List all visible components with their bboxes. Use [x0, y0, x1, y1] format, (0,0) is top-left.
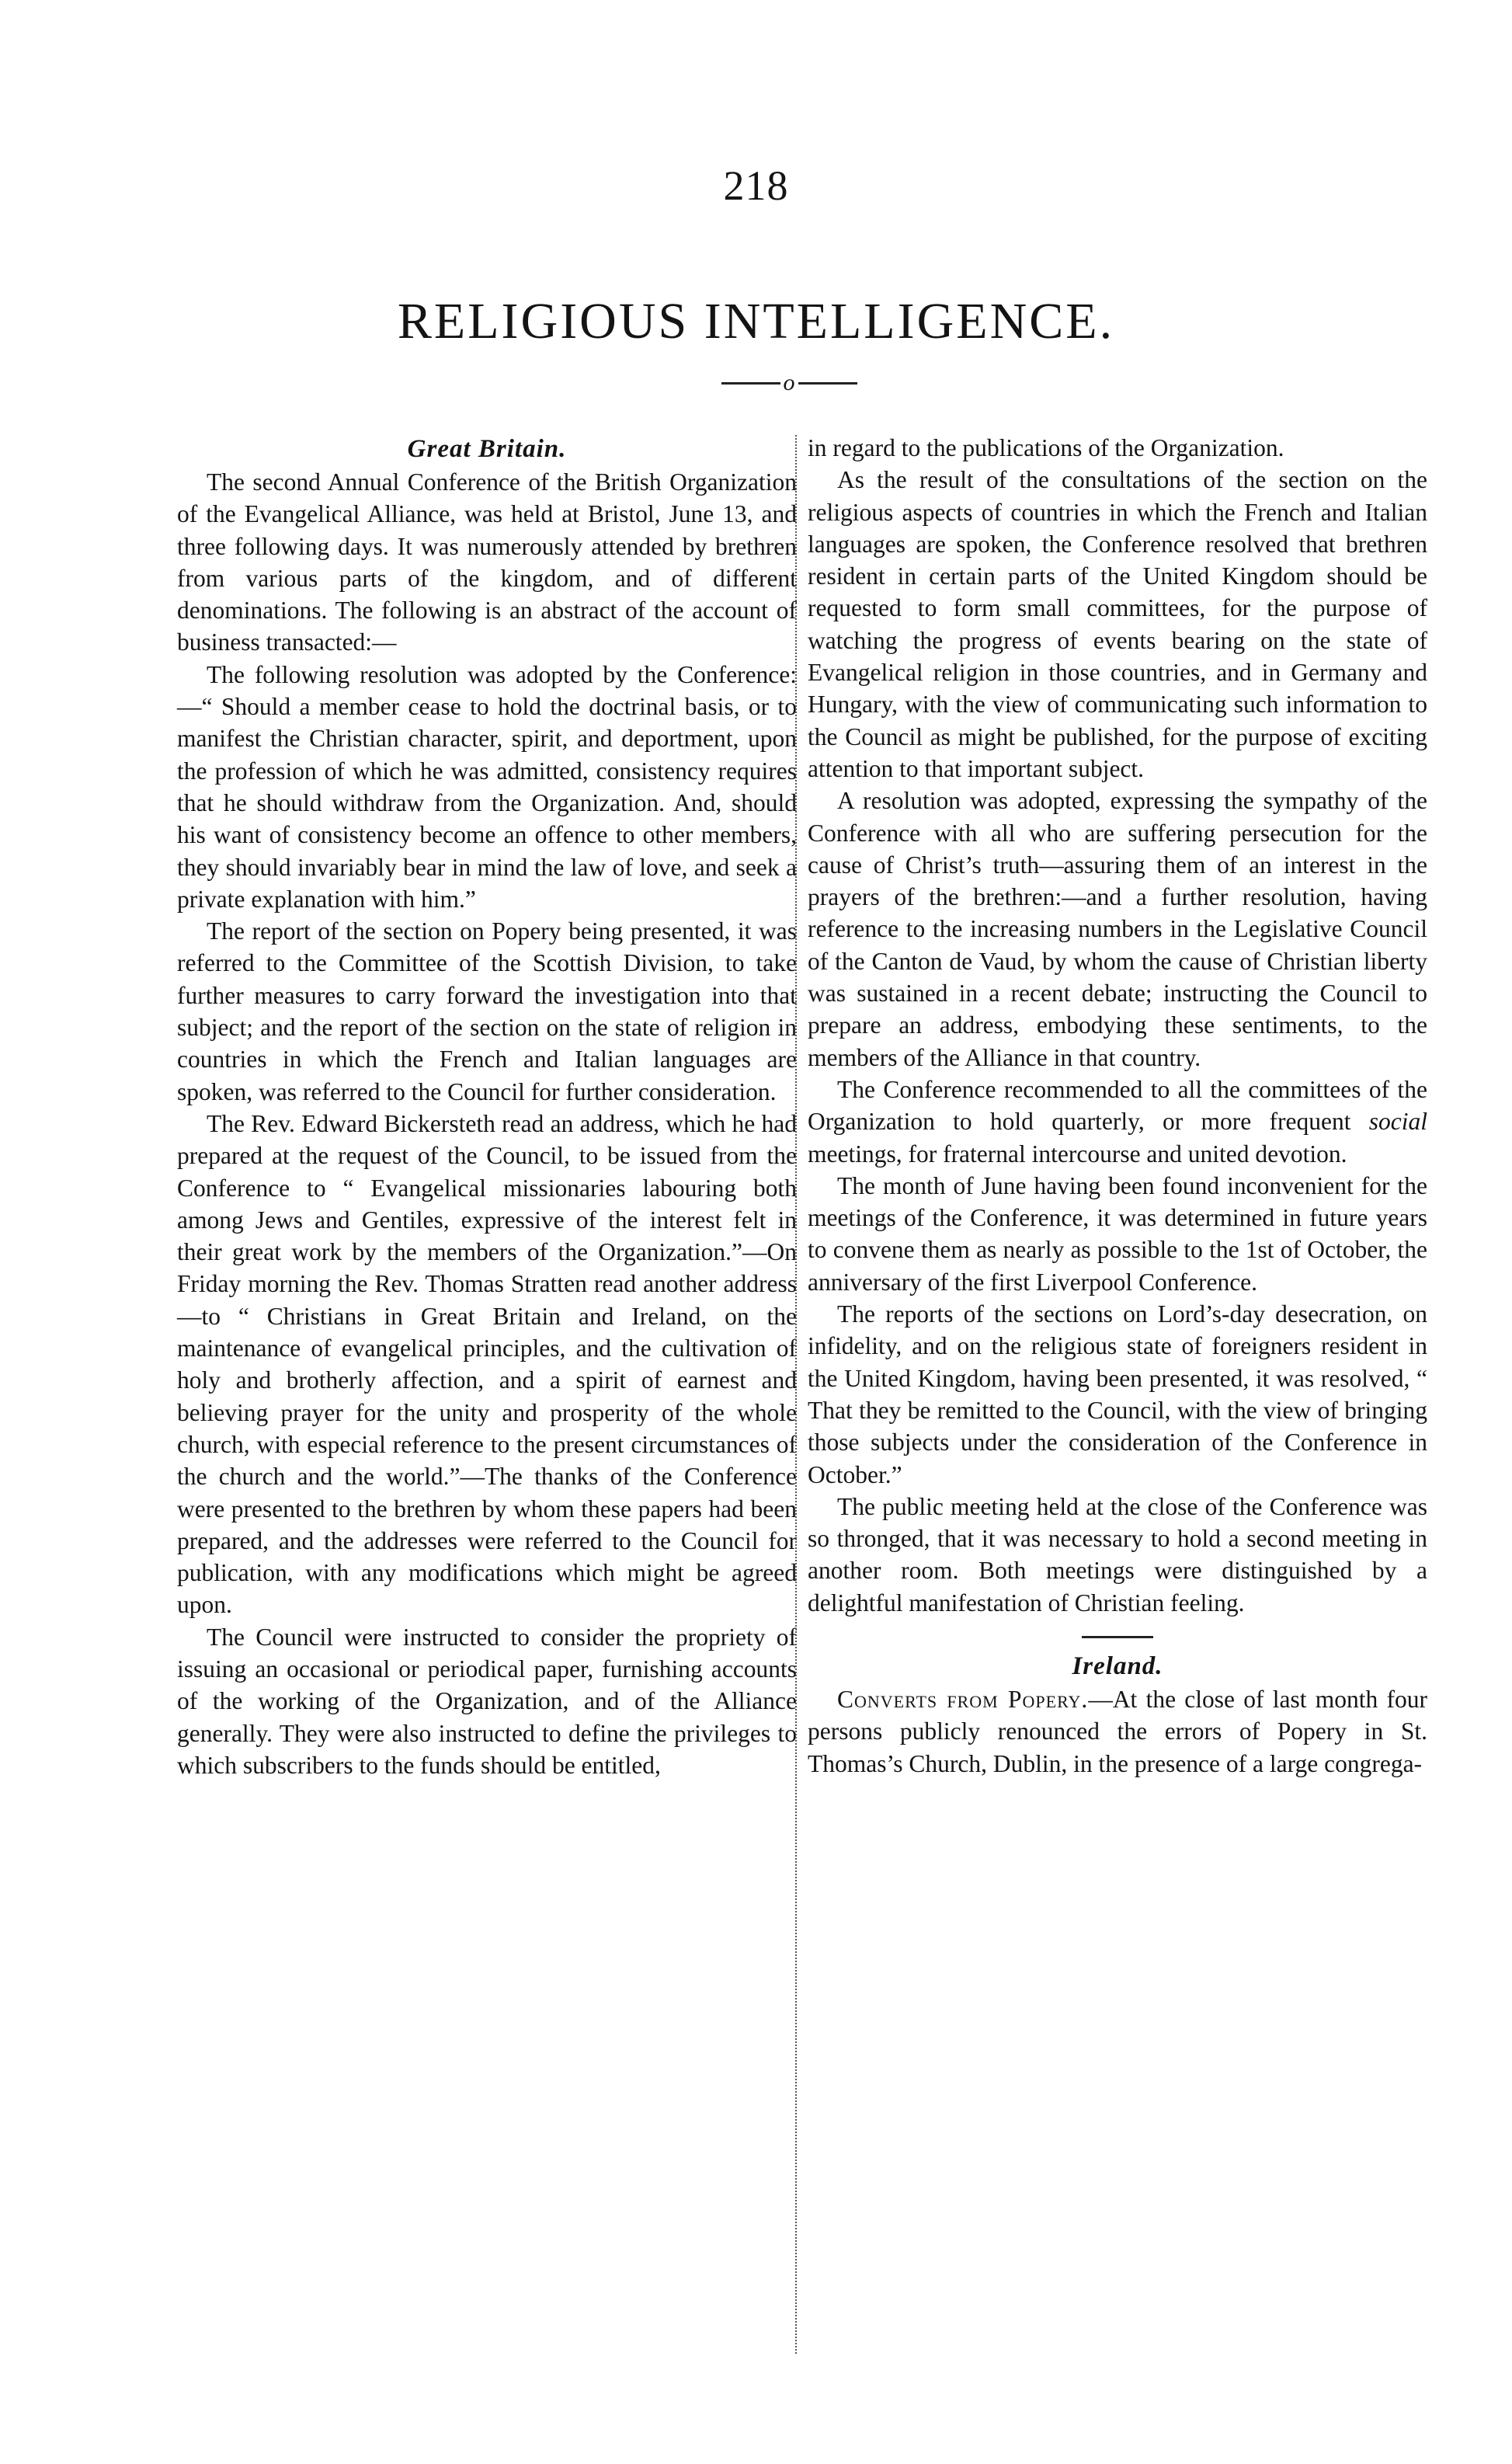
- paragraph: A resolution was adopted, expressing the sympathy of the Conference with all who are suffering persecution for the cause of Christ’s truth—assuring them of an interest in the prayers of the brethren:—and a further resolution, having reference to the increasing numbers in the Legislative Council of the Canton de Vaud, by whom the cause of Christian liberty was sustained in a recent debate; instructing the Council to prepare an address, embodying these sentiments, to the members of the Alliance in that country.: [808, 787, 1427, 1071]
- paragraph-social-meetings: [808, 1074, 1427, 1170]
- paragraph: The reports of the sections on Lord’s-day desecration, on infidelity, and on the religious state of foreigners resident in the United Kingdom, having been presented, it was resolved, “ That they be remitted to the Council, with the view of bringing those subjects under the consideration of the Conference in October.”: [808, 1300, 1427, 1488]
- ornament-rule-right: [798, 382, 857, 385]
- paragraph: The public meeting held at the close of the Conference was so thronged, that it was necessary to hold a second meeting in another room. Both meetings were distinguished by a delightful manifestation of Christian feeling.: [808, 1492, 1427, 1617]
- ornament-rule-left: [721, 382, 780, 385]
- text-run: —At the close of last month four persons publicly renounced the errors of Popery in St. Thomas’s Church, Dublin, in the presence of a large congrega-: [808, 1685, 1427, 1777]
- left-column: [177, 432, 797, 1781]
- section-heading-great-britain: Great Britain.: [407, 435, 567, 463]
- text-run: meetings, for fraternal intercourse and united devotion.: [808, 1140, 1347, 1168]
- text-run: The Conference recommended to all the committees of the Organization to hold quarterly, or more frequent: [808, 1075, 1427, 1136]
- paragraph: The month of June having been found inconvenient for the meetings of the Conference, it was determined in future years to convene them as nearly as possible to the 1st of October, the anniversary of the first Liverpool Conference.: [808, 1171, 1427, 1296]
- emphasis-text: social: [1368, 1108, 1427, 1136]
- run-in-heading: Converts from Popery.: [837, 1685, 1089, 1713]
- page-title: RELIGIOUS INTELLIGENCE.: [397, 293, 1115, 350]
- paragraph: As the result of the consultations of the section on the religious aspects of countries in which the French and Italian languages are spoken, the Conference resolved that brethren resident in certain parts of the United Kingdom should be requested to form small committees, for the purpose of watching the progress of events bearing on the state of Evangelical religion in those countries, and in Germany and Hungary, with the view of communicating such information to the Council as might be published, for the purpose of exciting attention to that important subject.: [808, 466, 1427, 782]
- paragraph: The second Annual Conference of the British Organization of the Evangelical Alliance, was held at Bristol, June 13, and three following days. It was numerously attended by brethren from various parts of the kingdom, and of different denominations. The following is an abstract of the account of business transacted:—: [177, 468, 797, 656]
- paragraph-converts: [808, 1683, 1427, 1780]
- ornament-mark: o: [783, 370, 795, 396]
- paragraph: The report of the section on Popery being presented, it was referred to the Committee of the Scottish Division, to take further measures to carry forward the investigation into that subject; and the report of the section on the state of religion in countries in which the French and Italian languages are spoken, was referred to the Council for further consideration.: [177, 917, 797, 1105]
- paragraph: The Council were instructed to consider the propriety of issuing an occasional or periodical paper, furnishing accounts of the working of the Organization, and of the Alliance generally. They were also instructed to define the privileges to which subscribers to the funds should be entitled,: [177, 1623, 797, 1779]
- paragraph: The following resolution was adopted by the Conference:—“ Should a member cease to hold the doctrinal basis, or to manifest the Christian character, spirit, and deportment, upon the profession of which he was admitted, consistency requires that he should withdraw from the Organization. And, should his want of consistency become an offence to other members, they should invariably bear in mind the law of love, and seek a private explanation with him.”: [177, 660, 797, 913]
- paragraph-continuation: in regard to the publications of the Organization.: [808, 434, 1284, 461]
- title-ornament: [704, 370, 874, 395]
- paragraph: The Rev. Edward Bickersteth read an address, which he had prepared at the request of the Council, to be issued from the Conference to “ Evangelical missionaries labouring both among Jews and Gentiles, expressive of the interest felt in their great work by the members of the Organization.”—On Friday morning the Rev. Thomas Stratten read another address—to “ Christians in Great Britain and Ireland, on the maintenance of evangelical principles, and the cultivation of holy and brotherly affection, and a spirit of earnest and believing prayer for the unity and prosperity of the whole church, with especial reference to the present circumstances of the church and the world.”—The thanks of the Conference were presented to the brethren by whom these papers had been prepared, and the addresses were referred to the Council for publication, with any modifications which might be agreed upon.: [177, 1109, 797, 1619]
- page-number: 218: [723, 162, 789, 209]
- right-column: [808, 432, 1427, 1780]
- column-divider: [795, 435, 797, 2354]
- section-heading-ireland: Ireland.: [1072, 1651, 1163, 1680]
- section-rule: [1082, 1636, 1153, 1638]
